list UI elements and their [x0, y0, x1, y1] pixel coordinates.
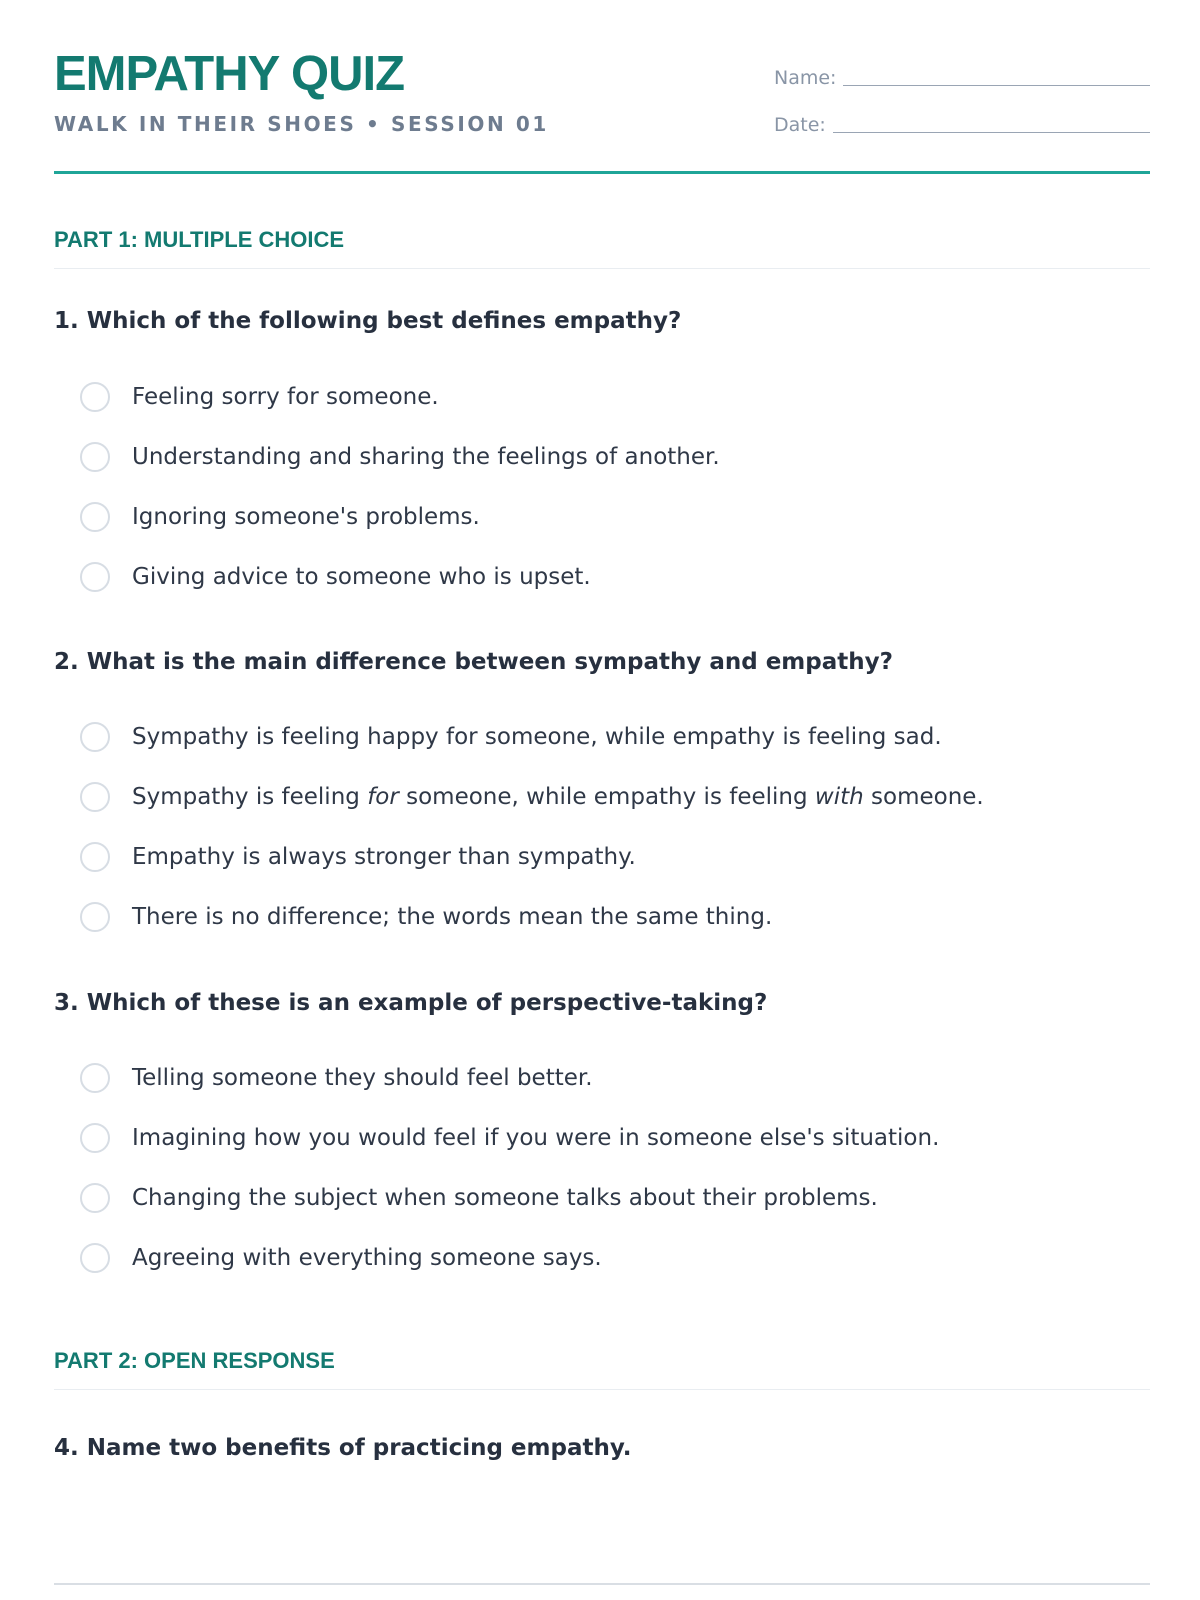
- option-text: Agreeing with everything someone says.: [132, 1244, 602, 1271]
- option-q3-c[interactable]: [80, 1181, 878, 1215]
- option-text-part: someone, while empathy is feeling: [398, 783, 815, 810]
- question-2: 2. What is the main difference between sympathy and empathy?: [54, 649, 893, 675]
- option-q2-d[interactable]: [80, 900, 772, 934]
- option-text: Sympathy is feeling happy for someone, while empathy is feeling sad.: [132, 723, 942, 750]
- option-text-emphasis: with: [814, 783, 864, 810]
- radio-button[interactable]: [80, 1243, 110, 1273]
- name-field[interactable]: [774, 69, 1150, 88]
- quiz-title: EMPATHY QUIZ: [54, 47, 405, 101]
- option-q1-a[interactable]: [80, 380, 439, 414]
- date-label: Date:: [774, 114, 826, 136]
- option-q2-c[interactable]: [80, 840, 636, 874]
- section-heading-label: PART 2: OPEN RESPONSE: [54, 1348, 335, 1373]
- option-text: Giving advice to someone who is upset.: [132, 563, 591, 590]
- radio-button[interactable]: [80, 442, 110, 472]
- quiz-header: [54, 0, 1150, 174]
- radio-button[interactable]: [80, 562, 110, 592]
- option-q1-b[interactable]: [80, 440, 720, 474]
- option-q3-b[interactable]: [80, 1121, 939, 1155]
- name-label: Name:: [774, 67, 837, 89]
- option-q2-b[interactable]: [80, 780, 984, 814]
- radio-button[interactable]: [80, 842, 110, 872]
- option-q1-c[interactable]: [80, 500, 480, 534]
- option-q3-d[interactable]: [80, 1241, 602, 1275]
- date-line[interactable]: [833, 131, 1150, 133]
- section-heading-part1: [54, 229, 1150, 269]
- option-text: Ignoring someone's problems.: [132, 503, 480, 530]
- option-text-part: Sympathy is feeling: [132, 783, 368, 810]
- option-text: Telling someone they should feel better.: [132, 1064, 593, 1091]
- option-q2-a[interactable]: [80, 720, 942, 754]
- radio-button[interactable]: [80, 502, 110, 532]
- radio-button[interactable]: [80, 722, 110, 752]
- option-text: Feeling sorry for someone.: [132, 383, 439, 410]
- answer-line[interactable]: [54, 1583, 1150, 1585]
- option-text: Understanding and sharing the feelings of another.: [132, 443, 720, 470]
- option-text: Empathy is always stronger than sympathy.: [132, 843, 636, 870]
- radio-button[interactable]: [80, 382, 110, 412]
- question-1: 1. Which of the following best defines empathy?: [54, 308, 682, 334]
- quiz-subtitle: WALK IN THEIR SHOES • SESSION 01: [54, 112, 549, 136]
- option-text: Imagining how you would feel if you were in someone else's situation.: [132, 1124, 940, 1151]
- option-text: Changing the subject when someone talks about their problems.: [132, 1184, 878, 1211]
- section-heading-label: PART 1: MULTIPLE CHOICE: [54, 227, 345, 252]
- radio-button[interactable]: [80, 902, 110, 932]
- section-heading-part2: [54, 1350, 1150, 1390]
- quiz-page: [54, 0, 1150, 1600]
- option-text-part: someone.: [863, 783, 984, 810]
- radio-button[interactable]: [80, 1063, 110, 1093]
- option-text-emphasis: for: [367, 783, 399, 810]
- option-q3-a[interactable]: [80, 1061, 593, 1095]
- name-line[interactable]: [843, 84, 1150, 86]
- radio-button[interactable]: [80, 1123, 110, 1153]
- radio-button[interactable]: [80, 782, 110, 812]
- option-text: There is no difference; the words mean the same thing.: [132, 903, 773, 930]
- question-4: 4. Name two benefits of practicing empathy.: [54, 1435, 632, 1461]
- option-q1-d[interactable]: [80, 560, 591, 594]
- question-3: 3. Which of these is an example of perspective-taking?: [54, 990, 768, 1016]
- radio-button[interactable]: [80, 1183, 110, 1213]
- date-field[interactable]: [774, 116, 1150, 135]
- option-text: [132, 783, 984, 810]
